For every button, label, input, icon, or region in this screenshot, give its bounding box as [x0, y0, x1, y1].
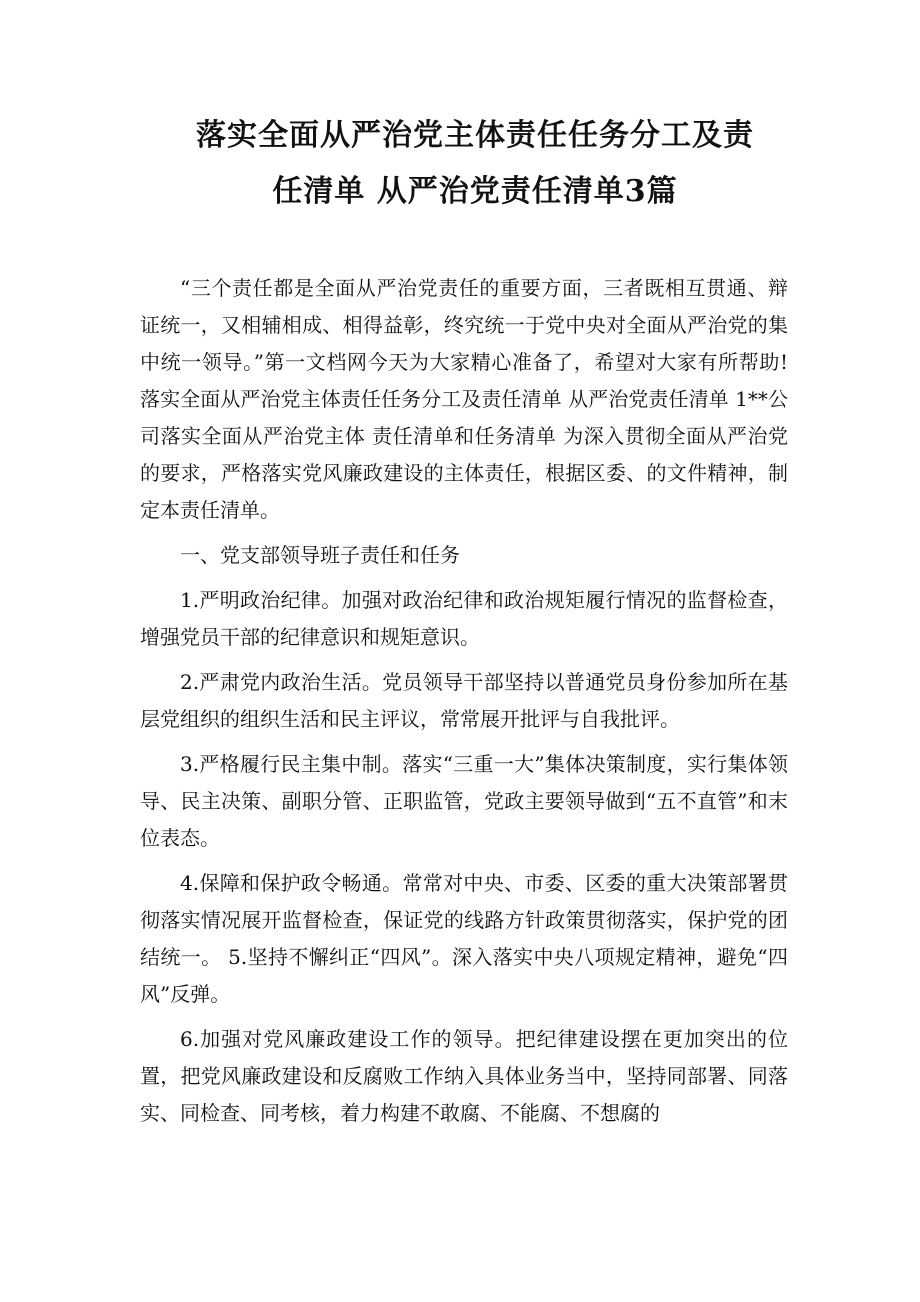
section-heading: 一、党支部领导班子责任和任务 — [180, 543, 460, 567]
paragraph-item-4-5: 4.保障和保护政令畅通。常常对中央、市委、区委的重大决策部署贯彻落实情况展开监督检查，保证党的线路方针政策贯彻落实，保护党的团结统一。 5.坚持不懈纠正“四风”。深入落实中央八项规定精神，避免“四风”反弹。 — [140, 871, 788, 1006]
document-title — [130, 108, 820, 220]
title-line-2: 任清单 从严治党责任清单3篇 — [272, 174, 678, 209]
paragraph-item-6: 6.加强对党风廉政建设工作的领导。把纪律建设摆在更加突出的位置，把党风廉政建设和反腐败工作纳入具体业务当中，坚持同部署、同落实、同检查、同考核，着力构建不敢腐、不能腐、不想腐的 — [140, 1027, 788, 1125]
paragraph-item-3: 3.严格履行民主集中制。落实“三重一大”集体决策制度，实行集体领导、民主决策、副职分管、正职监管，党政主要领导做到“五不直管”和末位表态。 — [140, 752, 788, 850]
document-body — [140, 270, 788, 1132]
title-line-1: 落实全面从严治党主体责任任务分工及责 — [196, 118, 754, 153]
paragraph-item-2: 2.严肃党内政治生活。党员领导干部坚持以普通党员身份参加所在基层党组织的组织生活和民主评议，常常展开批评与自我批评。 — [140, 670, 788, 731]
paragraph-intro: “三个责任都是全面从严治党责任的重要方面，三者既相互贯通、辩证统一，又相辅相成、相得益彰，终究统一于党中央对全面从严治党的集中统一领导。”第一文档网今天为大家精心准备了，希望对大家有所帮助!落实全面从严治党主体责任任务分工及责任清单 从严治党责任清单 1**公司落实全面从严治党主体 责任清单和任务清单 为深入贯彻全面从严治党的要求，严格落实党风廉政建设的主体责任，根据区委、的文件精神，制定本责任清单。 — [140, 276, 788, 522]
paragraph-item-1: 1.严明政治纪律。加强对政治纪律和政治规矩履行情况的监督检查，增强党员干部的纪律意识和规矩意识。 — [140, 588, 788, 649]
